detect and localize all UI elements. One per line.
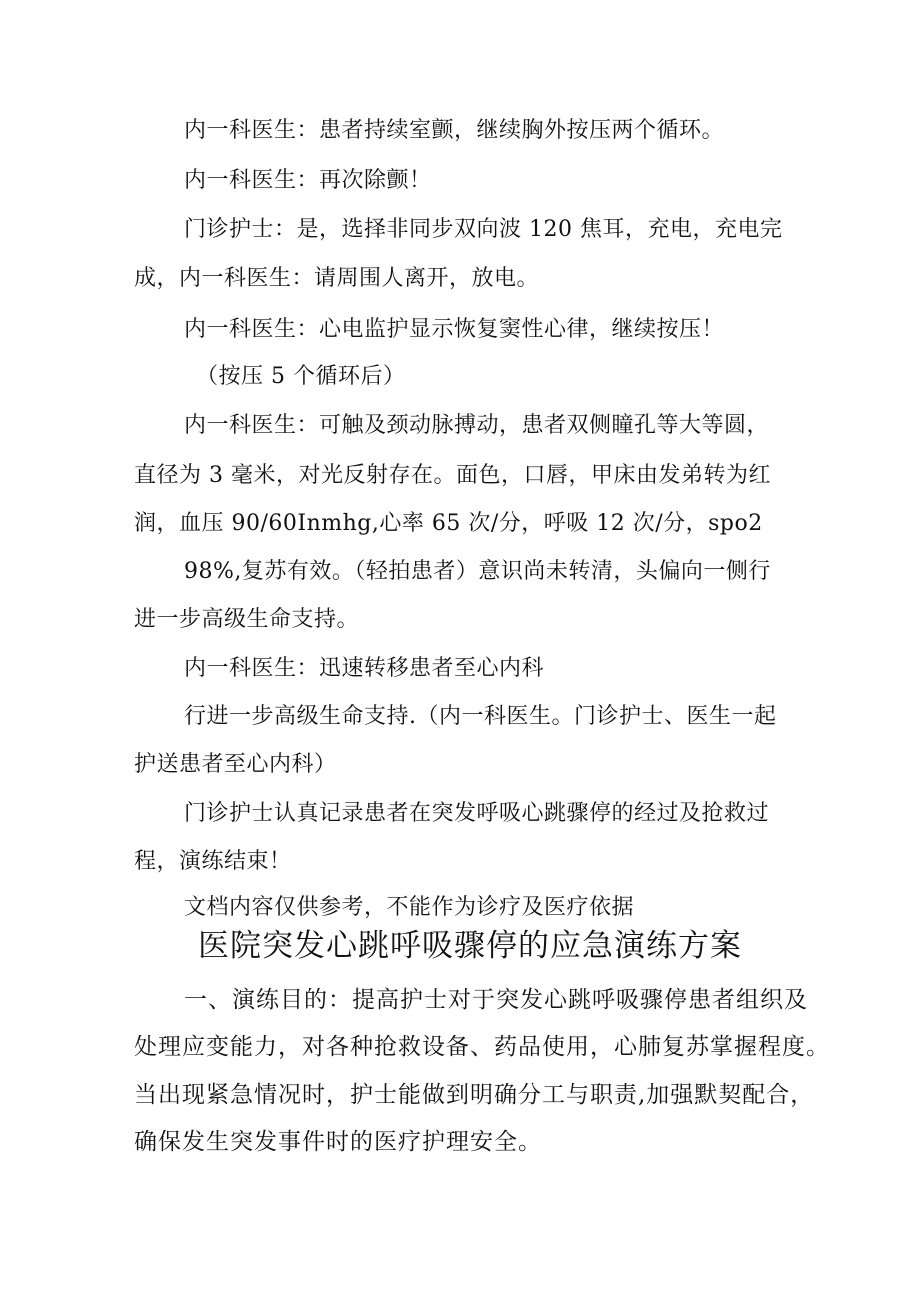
paragraph-line: 进一步高级生命支持。 [134,607,360,632]
paragraph-line: 内一科医生：可触及颈动脉搏动，患者双侧瞳孔等大等圆， [184,413,770,438]
paragraph-line: 内一科医生：心电监护显示恢复窦性心律，继续按压！ [184,317,725,342]
section-line: 确保发生突发事件时的医疗护理安全。 [134,1129,542,1155]
paragraph-line: 门诊护士：是，选择非同步双向波 120 焦耳，充电，充电完 [184,217,783,242]
paragraph-line: 程，演练结束！ [134,849,292,874]
section-line: 一、演练目的：提高护士对于突发心跳呼吸骤停患者组织及 [184,987,808,1013]
paragraph-line: （按压 5 个循环后） [196,364,406,389]
paragraph-line: 行进一步高级生命支持.（内一科医生。门诊护士、医生一起 [184,704,777,729]
section-line: 当出现紧急情况时，护士能做到明确分工与职责,加强默契配合， [134,1082,815,1108]
document-title: 医院突发心跳呼吸骤停的应急演练方案 [198,928,742,964]
section-line: 处理应变能力，对各种抢救设备、药品使用，心肺复苏掌握程度。 [134,1034,830,1060]
paragraph-line: 门诊护士认真记录患者在突发呼吸心跳骤停的经过及抢救过 [184,801,770,826]
paragraph-line: 润，血压 90/60Inmhg,心率 65 次/分，呼吸 12 次/分，spo2 [134,511,763,536]
paragraph-line: 内一科医生：患者持续室颤，继续胸外按压两个循环。 [184,118,725,143]
paragraph-line: 内一科医生：迅速转移患者至心内科 [184,656,545,681]
paragraph-line: 内一科医生：再次除颤！ [184,168,432,193]
paragraph-line: 直径为 3 毫米，对光反射存在。面色，口唇，甲床由发弟转为红 [134,463,771,488]
paragraph-line: 护送患者至心内科） [134,752,337,777]
disclaimer-line: 文档内容仅供参考，不能作为诊疗及医疗依据 [184,895,635,920]
paragraph-line: 成，内一科医生：请周围人离开，放电。 [134,266,540,291]
paragraph-line: 98%,复苏有效。（轻拍患者）意识尚未转清，头偏向一侧行 [184,559,771,584]
